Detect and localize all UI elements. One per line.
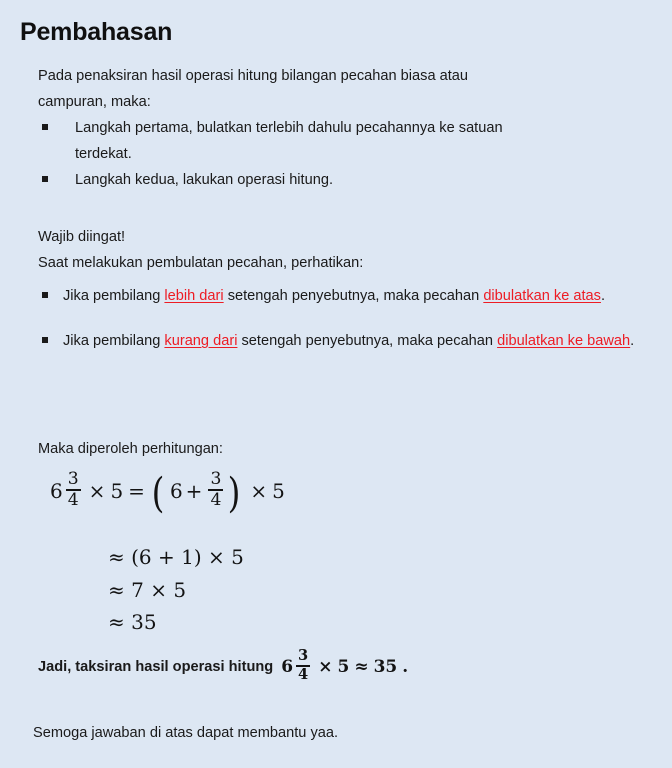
eq1-inner-denominator: 4 — [210, 489, 222, 510]
equation-3: ≈ 7 × 5 — [108, 578, 187, 602]
rule-1-post: . — [600, 288, 606, 304]
eq1-multiplier-2: 5 — [272, 479, 285, 503]
square-bullet-icon — [42, 124, 48, 130]
eq1-equals-operator: = — [128, 479, 145, 503]
eq1-inner-numerator: 3 — [210, 469, 222, 489]
list-item — [38, 328, 638, 354]
reminder-note — [38, 224, 638, 276]
rule-1-mid: setengah penyebutnya, maka pecahan — [227, 288, 480, 304]
reminder-subheading: Saat melakukan pembulatan pecahan, perhatikan: — [38, 255, 364, 271]
conclusion-text: Jadi, taksiran hasil operasi hitung — [38, 658, 274, 675]
reminder-heading: Wajib diingat! — [38, 229, 126, 245]
conclusion-expression — [281, 647, 409, 683]
eq1-multiplier: 5 — [110, 479, 124, 503]
eq1-inner-whole: 6 — [169, 479, 183, 503]
rule-1-highlight-1: lebih dari — [164, 288, 224, 304]
rule-1-pre: Jika pembilang — [63, 288, 161, 304]
conclusion-denominator: 4 — [298, 665, 309, 683]
eq1-denominator: 4 — [67, 489, 79, 510]
rule-2-mid: setengah penyebutnya, maka pecahan — [241, 333, 494, 349]
step-2-line-1: Langkah kedua, lakukan operasi hitung. — [75, 172, 334, 188]
equation-4: ≈ 35 — [108, 610, 157, 634]
eq1-whole: 6 — [50, 479, 63, 503]
conclusion-numerator: 3 — [298, 647, 309, 664]
intro-line-2: campuran, maka: — [38, 94, 151, 110]
intro-line-1: Pada penaksiran hasil operasi hitung bilangan pecahan biasa atau — [38, 68, 469, 84]
step-1-line-2: terdekat. — [75, 146, 132, 162]
page-title: Pembahasan — [20, 18, 173, 46]
calculation-lead-line: Maka diperoleh perhitungan: — [38, 441, 223, 457]
conclusion-fraction — [296, 649, 310, 682]
list-item — [38, 167, 638, 193]
equation-1: 6 $\frac{3}{4}$ × 5 = ( 6 + $\frac{3}{4}$ ) × 5 — [50, 469, 285, 517]
rule-1-highlight-2: dibulatkan ke atas — [483, 288, 601, 304]
rule-2-pre: Jika pembilang — [63, 333, 161, 349]
eq1-inner-fraction — [208, 471, 223, 509]
conclusion-period: . — [402, 656, 409, 677]
intro-paragraph — [38, 63, 638, 115]
step-1-line-1: Langkah pertama, bulatkan terlebih dahulu pecahannya ke satuan — [75, 120, 503, 136]
eq1-fraction — [66, 471, 81, 509]
conclusion-statement — [38, 647, 409, 683]
list-item — [38, 115, 638, 167]
conclusion-approx-operator: ≈ — [354, 656, 369, 677]
square-bullet-icon — [42, 337, 48, 343]
rule-2-highlight-2: dibulatkan ke bawah — [497, 333, 631, 349]
list-item — [38, 283, 638, 309]
closing-message: Semoga jawaban di atas dapat membantu yaa. — [33, 725, 339, 741]
eq1-plus-operator: + — [185, 479, 203, 503]
rounding-rules-list — [38, 283, 638, 354]
steps-list — [38, 115, 638, 193]
eq1-numerator: 3 — [67, 469, 79, 489]
rule-2-post: . — [630, 333, 635, 349]
conclusion-times-operator: × — [318, 656, 333, 677]
eq1-times-operator-2: × — [250, 479, 268, 503]
square-bullet-icon — [42, 176, 48, 182]
equation-2: ≈ (6 + 1) × 5 — [108, 545, 244, 569]
eq1-times-operator: × — [88, 479, 106, 503]
square-bullet-icon — [42, 292, 48, 298]
rule-2-highlight-1: kurang dari — [164, 333, 238, 349]
conclusion-whole: 6 — [281, 656, 294, 677]
conclusion-result: 35 — [373, 656, 398, 677]
conclusion-multiplier: 5 — [337, 656, 350, 677]
